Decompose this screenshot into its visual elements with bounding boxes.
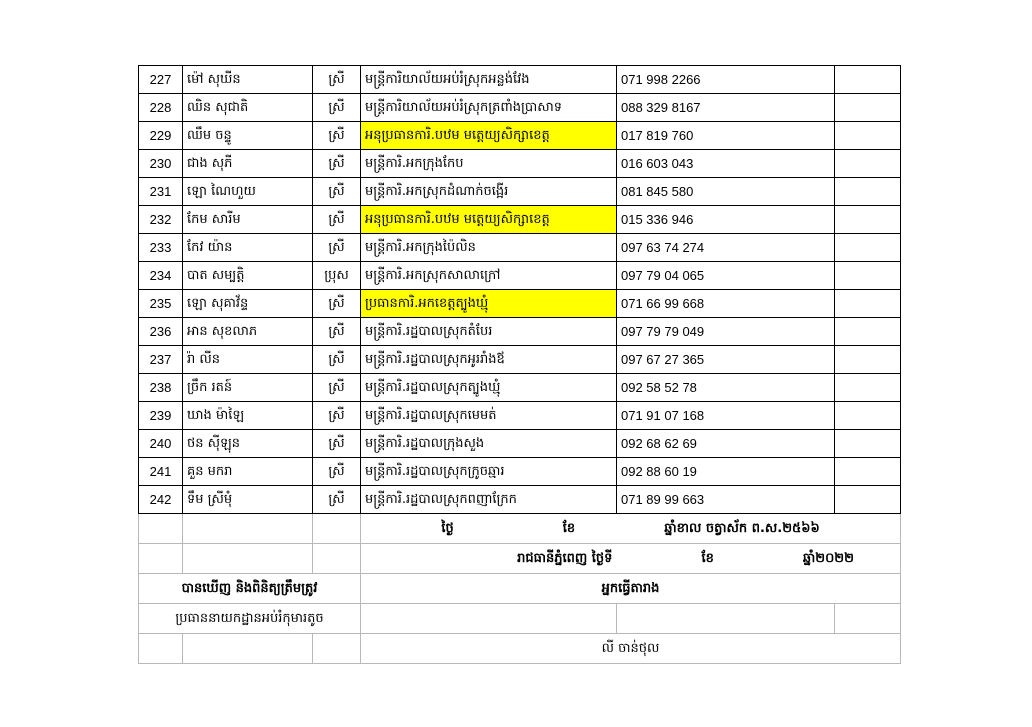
table-row [139,374,901,402]
blank-cell [835,290,901,318]
row-number-cell: 236 [139,318,183,346]
name-cell: ឈិន សុជាតិ [183,94,313,122]
row-number-cell: 241 [139,458,183,486]
sex-cell: ស្រី [313,430,361,458]
place-year-label: ឆ្នាំ២០២២ [802,551,854,566]
table-row [139,262,901,290]
name-cell: ថន ស៊ីឡុន [183,430,313,458]
blank-cell [835,458,901,486]
place-date-prefix: រាជធានីភ្នំពេញ ថ្ងៃទី [517,551,613,566]
position-cell: មន្ត្រីការិ.រដ្ឋបាលស្រុកត្បូងឃ្មុំ [361,374,617,402]
name-cell: អាន សុខលាភ [183,318,313,346]
row-number-cell: 237 [139,346,183,374]
name-cell: ច្រឹក រតន៍ [183,374,313,402]
row-number-cell: 228 [139,94,183,122]
table-row [139,346,901,374]
sex-cell: ស្រី [313,94,361,122]
row-number-cell: 229 [139,122,183,150]
name-cell: ឃាង ម៉ាឡៃ [183,402,313,430]
phone-cell: 092 88 60 19 [617,458,835,486]
phone-cell: 088 329 8167 [617,94,835,122]
sex-cell: ស្រី [313,374,361,402]
signature-block [139,514,901,664]
blank-cell [835,262,901,290]
table-row [139,94,901,122]
date-row-lunar [139,514,901,544]
position-cell: មន្ត្រីការិយាល័យអប់រំស្រុកត្រពាំងប្រាសាទ [361,94,617,122]
sex-cell: ស្រី [313,122,361,150]
lunar-date-line [361,514,901,544]
table-row [139,66,901,94]
blank-cell [835,318,901,346]
phone-cell: 071 66 99 668 [617,290,835,318]
sex-cell: ស្រី [313,290,361,318]
row-number-cell: 231 [139,178,183,206]
blank-cell [835,150,901,178]
phone-cell: 097 67 27 365 [617,346,835,374]
position-cell: មន្ត្រីការិ.អកស្រុកដំណាក់ចង្អើរ [361,178,617,206]
row-number-cell: 238 [139,374,183,402]
table-row [139,430,901,458]
name-cell: គួន មករា [183,458,313,486]
staff-table-body [139,66,901,514]
verified-label: បានឃើញ និងពិនិត្យត្រឹមត្រូវ [139,574,361,604]
sex-cell: ស្រី [313,178,361,206]
phone-cell: 097 79 79 049 [617,318,835,346]
name-cell: កែម សារីម [183,206,313,234]
phone-cell: 092 68 62 69 [617,430,835,458]
table-row [139,290,901,318]
row-number-cell: 227 [139,66,183,94]
signature-title-row [139,604,901,634]
name-cell: ឈឹម ចន្ទូ [183,122,313,150]
sex-cell: ស្រី [313,458,361,486]
phone-cell: 071 89 99 663 [617,486,835,514]
name-cell: រ៉ា លីន [183,346,313,374]
blank-cell [835,486,901,514]
sex-cell: ស្រី [313,402,361,430]
sex-cell: ស្រី [313,486,361,514]
position-cell: មន្ត្រីការិ.អកក្រុងប៉ៃលិន [361,234,617,262]
name-cell: កែវ យ៉ាន [183,234,313,262]
position-cell: មន្ត្រីការិ.រដ្ឋបាលក្រុងសួង [361,430,617,458]
lunar-year-label: ឆ្នាំខាល ចត្វាស័ក ព.ស.២៥៦៦ [664,521,820,536]
position-cell: មន្ត្រីការិ.រដ្ឋបាលស្រុកពញាក្រែក [361,486,617,514]
row-number-cell: 232 [139,206,183,234]
sex-cell: ប្រុស [313,262,361,290]
sex-cell: ស្រី [313,318,361,346]
position-cell: អនុប្រធានការិ.បឋម មត្តេយ្យសិក្សាខេត្ត [361,206,617,234]
row-number-cell: 235 [139,290,183,318]
row-number-cell: 242 [139,486,183,514]
phone-cell: 015 336 946 [617,206,835,234]
row-number-cell: 239 [139,402,183,430]
sex-cell: ស្រី [313,150,361,178]
phone-cell: 097 63 74 274 [617,234,835,262]
table-row [139,458,901,486]
phone-cell: 017 819 760 [617,122,835,150]
sex-cell: ស្រី [313,206,361,234]
position-cell: មន្ត្រីការិ.រដ្ឋបាលស្រុកមេមត់ [361,402,617,430]
table-row [139,150,901,178]
table-row [139,234,901,262]
blank-cell [835,430,901,458]
sex-cell: ស្រី [313,234,361,262]
lunar-day-label: ថ្ងៃ [441,521,454,536]
name-cell: ឡោ ណៃហួយ [183,178,313,206]
table-maker-name: លី ចាន់ថុល [361,634,901,664]
position-cell: មន្ត្រីការិ.រដ្ឋបាលស្រុកក្រូចឆ្មារ [361,458,617,486]
blank-cell [835,346,901,374]
row-number-cell: 233 [139,234,183,262]
table-row [139,122,901,150]
staff-table [138,65,901,664]
lunar-month-label: ខែ [562,521,576,536]
blank-cell [835,402,901,430]
phone-cell: 097 79 04 065 [617,262,835,290]
sex-cell: ស្រី [313,346,361,374]
row-number-cell: 240 [139,430,183,458]
phone-cell: 081 845 580 [617,178,835,206]
table-row [139,318,901,346]
name-cell: ជាង សុភី [183,150,313,178]
date-row-solar [139,544,901,574]
name-cell: ម៉ៅ សុឃីន [183,66,313,94]
table-row [139,206,901,234]
table-row [139,178,901,206]
row-number-cell: 234 [139,262,183,290]
position-cell: មន្ត្រីការិយាល័យអប់រំស្រុកអន្លង់វែង [361,66,617,94]
blank-cell [835,66,901,94]
name-cell: ឡោ សុគាវ័ន្ទ [183,290,313,318]
signature-name-row [139,634,901,664]
blank-cell [835,94,901,122]
phone-cell: 071 998 2266 [617,66,835,94]
position-cell: មន្ត្រីការិ.អកស្រុកសាលាក្រៅ [361,262,617,290]
name-cell: បាត សម្បត្តិ [183,262,313,290]
position-cell: មន្ត្រីការិ.រដ្ឋបាលស្រុកតំបែរ [361,318,617,346]
table-row [139,486,901,514]
blank-cell [835,122,901,150]
table-maker-label: អ្នកធ្វើតារាង [361,574,901,604]
blank-cell [835,374,901,402]
phone-cell: 092 58 52 78 [617,374,835,402]
phone-cell: 016 603 043 [617,150,835,178]
position-cell: មន្ត្រីការិ.អកក្រុងកែប [361,150,617,178]
blank-cell [835,178,901,206]
blank-cell [835,206,901,234]
name-cell: ទឹម ស្រីមុំ [183,486,313,514]
phone-cell: 071 91 07 168 [617,402,835,430]
signature-label-row [139,574,901,604]
table-row [139,402,901,430]
sex-cell: ស្រី [313,66,361,94]
solar-date-line [361,544,901,574]
position-cell: មន្ត្រីការិ.រដ្ឋបាលស្រុកអូររាំងឪ [361,346,617,374]
position-cell: អនុប្រធានការិ.បឋម មត្តេយ្យសិក្សាខេត្ត [361,122,617,150]
position-cell: ប្រធានការិ.អកខេត្តត្បូងឃ្មុំ [361,290,617,318]
blank-cell [835,234,901,262]
place-month-label: ខែ [701,551,714,566]
row-number-cell: 230 [139,150,183,178]
director-title: ប្រធាននាយកដ្ឋានអប់រំកុមារតូច [139,604,361,634]
